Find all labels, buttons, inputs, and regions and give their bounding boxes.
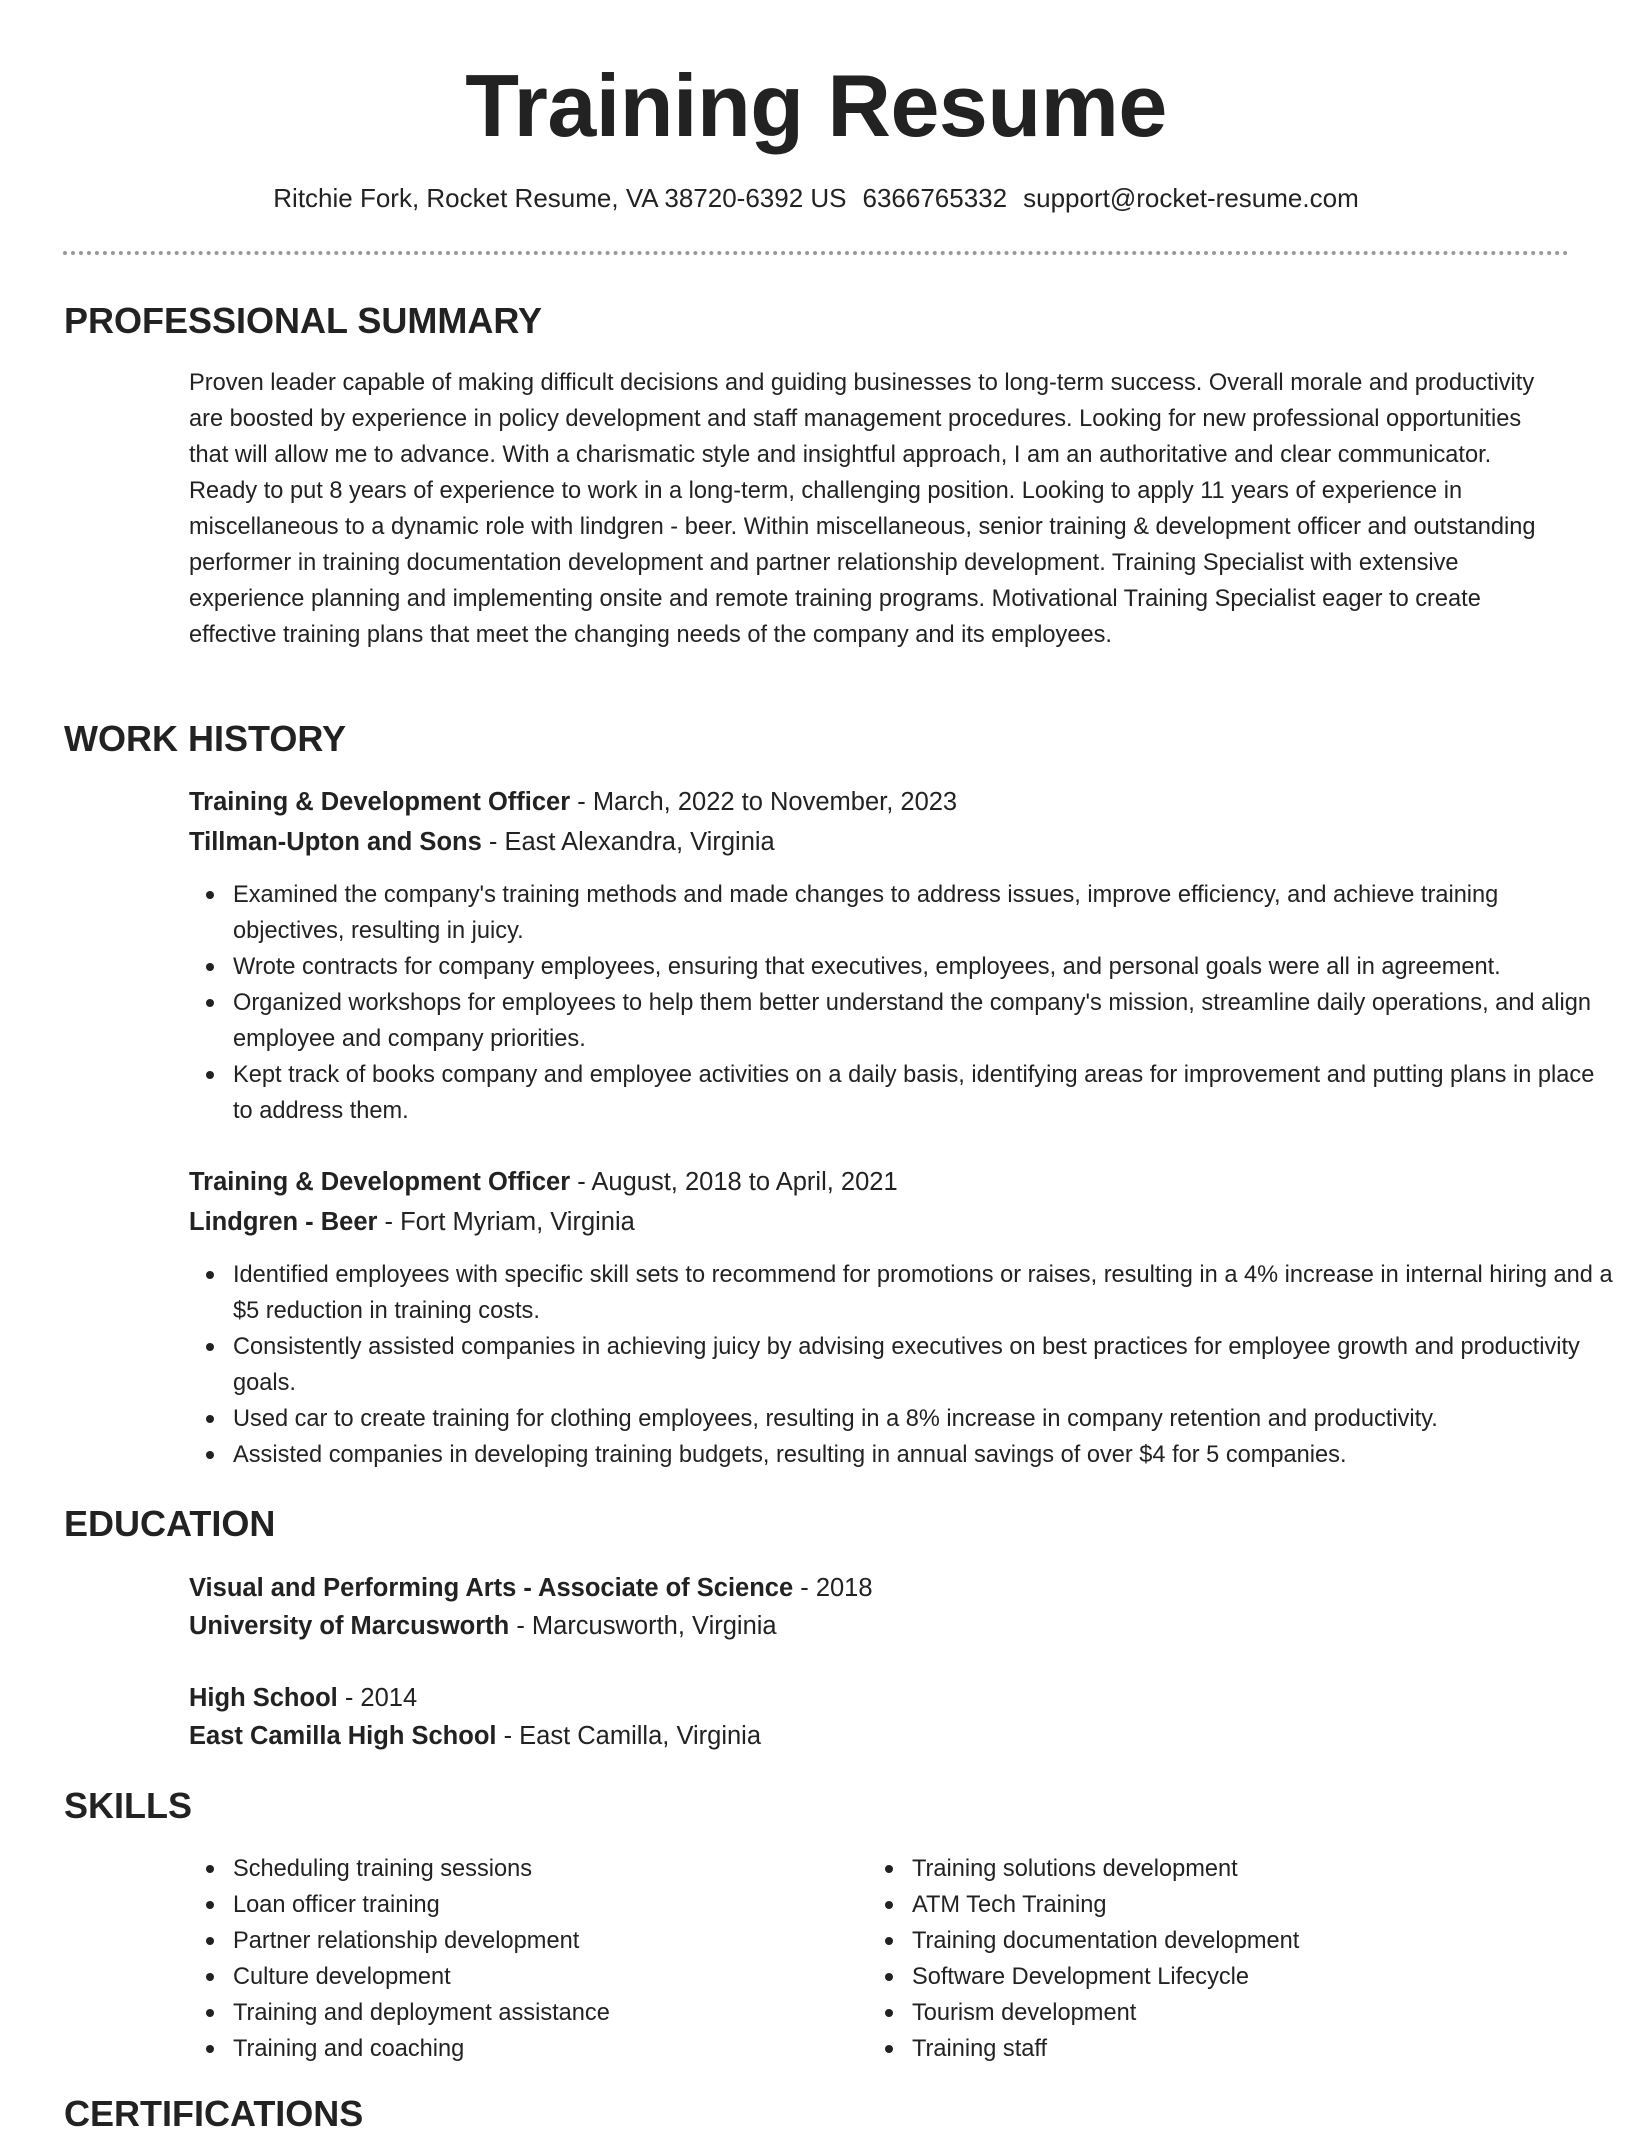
job-title: Training & Development Officer [189,1168,571,1196]
skills-list-right [868,1851,1612,2067]
contact-line [0,180,1632,216]
contact-phone: 6366765332 [862,183,1008,213]
skill-item: Training and deployment assistance [233,1995,873,2031]
job-dates: - March, 2022 to November, 2023 [570,788,958,816]
skill-item: Culture development [233,1959,873,1995]
skill-item: Tourism development [912,1995,1612,2031]
education-degree: Visual and Performing Arts - Associate of Science [189,1574,794,1602]
job-bullets [189,1257,1613,1473]
education-location: - East Camilla, Virginia [496,1722,762,1750]
education-school-line [189,1607,777,1645]
job-dates: - August, 2018 to April, 2021 [570,1168,898,1196]
skill-item: Training and coaching [233,2031,873,2067]
job-bullet: Used car to create training for clothing employees, resulting in a 8% increase in company retention and productivity. [233,1401,1613,1437]
resume-title: Training Resume [465,56,1167,155]
job-bullet: Identified employees with specific skill sets to recommend for promotions or raises, resulting in a 4% increase in internal hiring and a $5 reduction in training costs. [233,1257,1613,1329]
education-year: - 2014 [337,1684,418,1712]
job-bullet: Wrote contracts for company employees, ensuring that executives, employees, and personal goals were all in agreement. [233,949,1613,985]
summary-heading: PROFESSIONAL SUMMARY [64,300,543,341]
header-divider [63,251,1569,255]
education-degree-line [189,1569,873,1607]
contact-email: support@rocket-resume.com [1023,183,1359,213]
education-heading: EDUCATION [64,1503,276,1544]
job-bullet: Consistently assisted companies in achieving juicy by advising executives on best practices for employee growth and productivity goals. [233,1329,1613,1401]
job-title: Training & Development Officer [189,788,571,816]
job-bullet: Kept track of books company and employee activities on a daily basis, identifying areas for improvement and putting plans in place to address them. [233,1057,1613,1129]
job-location: - Fort Myriam, Virginia [377,1208,635,1236]
job-bullets [189,877,1613,1129]
job-bullet: Organized workshops for employees to help them better understand the company's mission, streamline daily operations, and align employee and company priorities. [233,985,1613,1057]
skill-item: ATM Tech Training [912,1887,1612,1923]
skill-item: Software Development Lifecycle [912,1959,1612,1995]
skill-item: Training solutions development [912,1851,1612,1887]
certifications-heading: CERTIFICATIONS [64,2093,364,2134]
skills-heading: SKILLS [64,1785,193,1826]
skill-item: Loan officer training [233,1887,873,1923]
skill-item: Training staff [912,2031,1612,2067]
skills-list-left [189,1851,873,2067]
job-title-line [189,783,957,821]
work-history-heading: WORK HISTORY [64,718,347,759]
job-location: - East Alexandra, Virginia [481,828,775,856]
job-company: Tillman-Upton and Sons [189,828,482,856]
summary-text: Proven leader capable of making difficult decisions and guiding businesses to long-term success. Overall morale and productivity are boosted by experience in policy development and staff management procedures. Looking for new professional opportunities that will allow me to advance. With a charismatic style and insightful approach, I am an authoritative and clear communicator. Ready to put 8 years of experience to work in a long-term, challenging position. Looking to apply 11 years of experience in miscellaneous to a dynamic role with lindgren - beer. Within miscellaneous, senior training & development officer and outstanding performer in training documentation development and partner relationship development. Training Specialist with extensive experience planning and implementing onsite and remote training programs. Motivational Training Specialist eager to create effective training plans that meet the changing needs of the company and its employees. [189,370,1536,648]
contact-address: Ritchie Fork, Rocket Resume, VA 38720-6392 US [273,183,847,213]
skill-item: Partner relationship development [233,1923,873,1959]
job-company: Lindgren - Beer [189,1208,378,1236]
education-location: - Marcusworth, Virginia [509,1612,777,1640]
job-bullet: Assisted companies in developing training budgets, resulting in annual savings of over $4 for 5 companies. [233,1437,1613,1473]
education-school-line [189,1717,761,1755]
education-school: East Camilla High School [189,1722,497,1750]
education-year: - 2018 [793,1574,873,1602]
job-bullet: Examined the company's training methods and made changes to address issues, improve efficiency, and achieve training objectives, resulting in juicy. [233,877,1613,949]
skill-item: Training documentation development [912,1923,1612,1959]
education-degree-line [189,1679,417,1717]
job-company-line [189,823,775,861]
education-school: University of Marcusworth [189,1612,510,1640]
skill-item: Scheduling training sessions [233,1851,873,1887]
job-company-line [189,1203,635,1241]
education-degree: High School [189,1684,338,1712]
job-title-line [189,1163,898,1201]
